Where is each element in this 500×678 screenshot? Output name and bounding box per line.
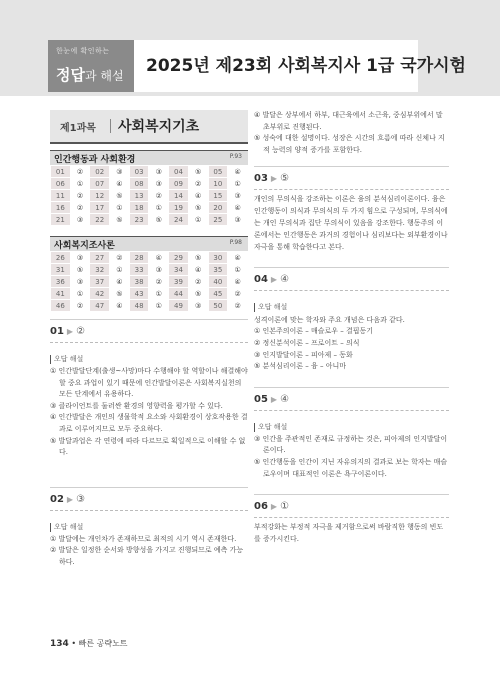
answer-row bbox=[51, 264, 248, 276]
question-number-cell: 45 bbox=[208, 288, 228, 300]
answer-cell: ① bbox=[149, 202, 169, 214]
answer-row bbox=[51, 252, 248, 264]
answer-cell: ③ bbox=[149, 264, 169, 276]
explanation-item: ① 인간발달단계(출생~사망)마다 수행해야 할 역할이나 해결해야 할 중요 과업이 있기 때문에 인간발달이론은 사회복지실천의 모든 단계에서 유용하다. bbox=[50, 367, 248, 399]
answer-cell: ② bbox=[70, 166, 90, 178]
question-number-cell: 11 bbox=[51, 190, 71, 202]
answer-cell: ④ bbox=[110, 276, 130, 288]
section-heading bbox=[50, 492, 248, 507]
section-dash bbox=[50, 342, 248, 343]
answer-cell: ① bbox=[188, 214, 208, 226]
section-dash bbox=[254, 290, 449, 291]
answer-cell: ③ bbox=[149, 178, 169, 190]
question-number-cell: 40 bbox=[208, 276, 228, 288]
answer-cell: ④ bbox=[188, 190, 208, 202]
answer-cell: ① bbox=[110, 202, 130, 214]
question-number: 04 bbox=[254, 274, 268, 286]
section-divider bbox=[254, 387, 449, 388]
answer-cell: ③ bbox=[228, 214, 248, 226]
question-number-cell: 13 bbox=[129, 190, 149, 202]
answer-cell: ② bbox=[70, 300, 90, 312]
explanation-item: ③ 클라이언트를 둘러싼 환경의 영향력을 평가할 수 있다. bbox=[50, 401, 223, 410]
question-number-cell: 05 bbox=[208, 166, 228, 178]
question-number-cell: 25 bbox=[208, 214, 228, 226]
wrong-answer-label: 오답 해설 bbox=[254, 423, 287, 432]
answer-cell: ⑤ bbox=[149, 214, 169, 226]
explanation-item: ① 발달에는 개인차가 존재하므로 최적의 시기 역시 존재한다. bbox=[50, 534, 237, 543]
answer-cell: ① bbox=[149, 288, 169, 300]
question-number-cell: 30 bbox=[208, 252, 228, 264]
question-number-cell: 33 bbox=[129, 264, 149, 276]
question-number: 05 bbox=[254, 393, 268, 405]
left-column bbox=[50, 110, 248, 569]
answer-section-02 bbox=[50, 492, 248, 569]
answer-cell: ⑤ bbox=[188, 202, 208, 214]
question-number-cell: 12 bbox=[90, 190, 110, 202]
subject-number: 제1과목 bbox=[60, 123, 96, 134]
answer-cell: ④ bbox=[110, 300, 130, 312]
question-number-cell: 10 bbox=[208, 178, 228, 190]
section-divider bbox=[50, 487, 248, 488]
explanation-item: ④ 인간발달은 개인의 생물학적 요소와 사회환경이 상호작용한 결과로 이루어지므로 모두 중요하다. bbox=[50, 413, 248, 433]
answer-cell: ② bbox=[70, 190, 90, 202]
explanation-item: ③ 인간을 주관적인 존재로 규정하는 것은, 피아제의 인지발달이론이다. bbox=[254, 434, 448, 455]
answer-cell: ④ bbox=[228, 276, 248, 288]
question-number-cell: 07 bbox=[90, 178, 110, 190]
question-number-cell: 26 bbox=[51, 252, 71, 264]
answer-row bbox=[51, 276, 248, 288]
answer-table-block bbox=[50, 236, 248, 312]
question-number-cell: 15 bbox=[208, 190, 228, 202]
explanation-item: ⑤ 성숙에 대한 설명이다. 성장은 시간의 흐름에 따라 신체나 지적 능력의 양적 증가를 포함한다. bbox=[254, 134, 445, 154]
section-dash bbox=[254, 410, 449, 411]
answer-cell: ③ bbox=[70, 276, 90, 288]
question-number-cell: 35 bbox=[208, 264, 228, 276]
answer-section-03 bbox=[254, 171, 449, 253]
answer-table-title: 인간행동과 사회환경 bbox=[54, 155, 136, 165]
question-number-cell: 01 bbox=[51, 166, 71, 178]
explanation-item: ④ 발달은 상부에서 하부, 대근육에서 소근육, 중심부위에서 말초부위로 진행된다. bbox=[254, 111, 443, 131]
answer-row bbox=[51, 288, 248, 300]
question-number-cell: 34 bbox=[169, 264, 189, 276]
explanation-item: ⑤ 분석심리이론 – 융 – 아니마 bbox=[254, 362, 347, 371]
answer-cell: ③ bbox=[149, 166, 169, 178]
answer-cell: ⑤ bbox=[70, 264, 90, 276]
section-heading bbox=[254, 171, 449, 186]
section-dash bbox=[50, 510, 248, 511]
section-heading bbox=[254, 392, 449, 407]
question-answer: ④ bbox=[280, 274, 290, 286]
question-number-cell: 21 bbox=[51, 214, 71, 226]
question-number-cell: 50 bbox=[208, 300, 228, 312]
answer-cell: ① bbox=[70, 178, 90, 190]
subject-name: 사회복지기초 bbox=[118, 119, 200, 135]
question-number-cell: 29 bbox=[169, 252, 189, 264]
wrong-answer-label: 오답 해설 bbox=[50, 523, 83, 532]
page-number: 134 bbox=[50, 639, 69, 649]
question-number-cell: 42 bbox=[90, 288, 110, 300]
answer-row bbox=[51, 178, 248, 190]
answer-table-title: 사회복지조사론 bbox=[54, 241, 115, 251]
question-number-cell: 23 bbox=[129, 214, 149, 226]
section-divider bbox=[50, 319, 248, 320]
section-dash bbox=[254, 517, 449, 518]
answer-section-06 bbox=[254, 499, 449, 545]
page-title: 2025년 제23회 사회복지사 1급 국가시험 bbox=[134, 40, 418, 92]
question-number-cell: 22 bbox=[90, 214, 110, 226]
subject-divider bbox=[110, 119, 111, 133]
answer-table-page: P.98 bbox=[229, 239, 242, 246]
explanation-item: ② 정신분석이론 – 프로이트 – 의식 bbox=[254, 338, 360, 347]
arrow-icon: ▶ bbox=[66, 327, 74, 336]
answer-cell: ④ bbox=[228, 252, 248, 264]
question-number-cell: 18 bbox=[129, 202, 149, 214]
answer-table bbox=[50, 165, 248, 226]
question-number-cell: 41 bbox=[51, 288, 71, 300]
answer-cell: ⑤ bbox=[110, 190, 130, 202]
answer-cell: ② bbox=[228, 300, 248, 312]
answer-row bbox=[51, 214, 248, 226]
question-answer: ① bbox=[280, 501, 290, 513]
answer-cell: ① bbox=[228, 178, 248, 190]
header-subtitle bbox=[56, 64, 124, 85]
page-header bbox=[0, 0, 500, 96]
explanation-item: ① 인본주의이론 – 매슬로우 – 결핍동기 bbox=[254, 327, 374, 336]
explanation-item: ③ 인지발달이론 – 피아제 – 동화 bbox=[254, 350, 353, 359]
question-number-cell: 31 bbox=[51, 264, 71, 276]
answer-section-05 bbox=[254, 392, 449, 480]
answer-table-header bbox=[50, 150, 248, 165]
question-number: 02 bbox=[50, 493, 64, 505]
answer-cell: ④ bbox=[228, 202, 248, 214]
subject-banner bbox=[50, 110, 248, 144]
question-number-cell: 49 bbox=[169, 300, 189, 312]
answer-row bbox=[51, 300, 248, 312]
explanation-paragraph: 부적강화는 부정적 자극을 제거함으로써 바람직한 행동의 빈도를 증가시킨다. bbox=[254, 523, 444, 544]
question-number-cell: 04 bbox=[169, 166, 189, 178]
arrow-icon: ▶ bbox=[270, 502, 278, 512]
answer-cell: ③ bbox=[70, 214, 90, 226]
question-number-cell: 38 bbox=[129, 276, 149, 288]
explanation-item: ⑤ 인간행동을 인간이 지닌 자유의지의 결과로 보는 학자는 매슬로우이며 대표적인 이론은 욕구이론이다. bbox=[254, 457, 448, 478]
question-number-cell: 17 bbox=[90, 202, 110, 214]
question-number-cell: 02 bbox=[90, 166, 110, 178]
answer-cell: ⑤ bbox=[188, 252, 208, 264]
footer-bullet: • bbox=[71, 639, 79, 648]
answer-cell: ① bbox=[149, 300, 169, 312]
question-number: 06 bbox=[254, 501, 268, 513]
answer-cell: ③ bbox=[70, 252, 90, 264]
answer-cell: ① bbox=[70, 288, 90, 300]
question-number-cell: 19 bbox=[169, 202, 189, 214]
answer-cell: ④ bbox=[188, 264, 208, 276]
answer-cell: ② bbox=[188, 178, 208, 190]
question-number-cell: 28 bbox=[129, 252, 149, 264]
answer-cell: ⑤ bbox=[188, 288, 208, 300]
answer-section-04 bbox=[254, 272, 449, 372]
question-number-cell: 03 bbox=[129, 166, 149, 178]
answer-cell: ① bbox=[228, 264, 248, 276]
question-answer: ③ bbox=[76, 493, 86, 505]
arrow-icon: ▶ bbox=[66, 494, 74, 504]
answer-table-page: P.93 bbox=[229, 153, 242, 160]
explanation-item: ⑤ 발달과업은 각 연령에 따라 다르므로 획일적으로 이해할 수 없다. bbox=[50, 436, 246, 457]
question-number-cell: 08 bbox=[129, 178, 149, 190]
section-heading bbox=[254, 272, 449, 287]
answer-table bbox=[50, 251, 248, 312]
question-number-cell: 37 bbox=[90, 276, 110, 288]
answer-cell: ③ bbox=[188, 300, 208, 312]
question-number-cell: 48 bbox=[129, 300, 149, 312]
answer-row bbox=[51, 190, 248, 202]
answer-cell: ② bbox=[228, 288, 248, 300]
answer-cell: ③ bbox=[228, 190, 248, 202]
section-divider bbox=[254, 166, 449, 167]
wrong-answer-label: 오답 해설 bbox=[50, 355, 83, 364]
question-number-cell: 27 bbox=[90, 252, 110, 264]
section-divider bbox=[254, 267, 449, 268]
answer-cell: ③ bbox=[110, 166, 130, 178]
answer-cell: ① bbox=[110, 264, 130, 276]
answer-row bbox=[51, 166, 248, 178]
question-number-cell: 32 bbox=[90, 264, 110, 276]
answer-cell: ② bbox=[110, 252, 130, 264]
question-answer: ⑤ bbox=[280, 173, 290, 185]
arrow-icon: ▶ bbox=[270, 275, 278, 285]
answer-cell: ② bbox=[188, 276, 208, 288]
question-number-cell: 47 bbox=[90, 300, 110, 312]
question-number-cell: 16 bbox=[51, 202, 71, 214]
question-number-cell: 46 bbox=[51, 300, 71, 312]
answer-table-header bbox=[50, 236, 248, 251]
question-number-cell: 06 bbox=[51, 178, 71, 190]
answer-section-01 bbox=[50, 324, 248, 459]
question-number-cell: 43 bbox=[129, 288, 149, 300]
section-heading bbox=[50, 324, 248, 339]
arrow-icon: ▶ bbox=[270, 174, 278, 184]
answer-table-block bbox=[50, 150, 248, 226]
question-number-cell: 09 bbox=[169, 178, 189, 190]
answer-row bbox=[51, 202, 248, 214]
question-number-cell: 14 bbox=[169, 190, 189, 202]
answer-cell: ④ bbox=[228, 166, 248, 178]
header-sub-main: 정답 bbox=[56, 66, 85, 84]
arrow-icon: ▶ bbox=[270, 394, 278, 404]
section-dash bbox=[254, 189, 449, 190]
section-divider bbox=[254, 494, 449, 495]
explanation-intro: 성격이론에 맞는 학자와 주요 개념은 다음과 같다. bbox=[254, 316, 405, 325]
answer-cell: ④ bbox=[149, 252, 169, 264]
question-number: 03 bbox=[254, 173, 268, 185]
question-number-cell: 44 bbox=[169, 288, 189, 300]
answer-cell: ④ bbox=[110, 178, 130, 190]
question-number-cell: 20 bbox=[208, 202, 228, 214]
header-label-box bbox=[48, 40, 134, 92]
question-number-cell: 24 bbox=[169, 214, 189, 226]
wrong-answer-label: 오답 해설 bbox=[254, 303, 287, 312]
answer-cell: ⑤ bbox=[110, 214, 130, 226]
footer-text: 빠른 공략노트 bbox=[78, 639, 128, 648]
header-tag: 한눈에 확인하는 bbox=[56, 47, 110, 55]
question-number: 01 bbox=[50, 326, 64, 337]
question-answer: ② bbox=[76, 326, 86, 337]
header-sub-small: 과 해설 bbox=[84, 69, 124, 83]
answer-cell: ② bbox=[149, 190, 169, 202]
question-answer: ④ bbox=[280, 393, 290, 405]
explanation-item: ② 발달은 일정한 순서와 방향성을 가지고 진행되므로 예측 가능하다. bbox=[50, 546, 244, 566]
page-footer bbox=[50, 638, 128, 649]
right-column bbox=[254, 110, 449, 545]
answer-cell: ⑤ bbox=[110, 288, 130, 300]
answer-cell: ② bbox=[70, 202, 90, 214]
explanation-paragraph: 개인의 무의식을 강조하는 이론은 융의 분석심리이론이다. 융은 인간행동이 의식과 무의식의 두 가지 힘으로 구성되며, 무의식에는 개인 무의식과 집단 무의식이 있음을 강조한다. 행동주의 이론에서는 인간행동은 과거의 경험이나 심리보다는 외부환경이나 자극을 통해 학습한다고 본다. bbox=[254, 195, 448, 252]
answer-cell: ⑤ bbox=[188, 166, 208, 178]
section-heading bbox=[254, 499, 449, 514]
question-number-cell: 36 bbox=[51, 276, 71, 288]
question-number-cell: 39 bbox=[169, 276, 189, 288]
answer-cell: ② bbox=[149, 276, 169, 288]
